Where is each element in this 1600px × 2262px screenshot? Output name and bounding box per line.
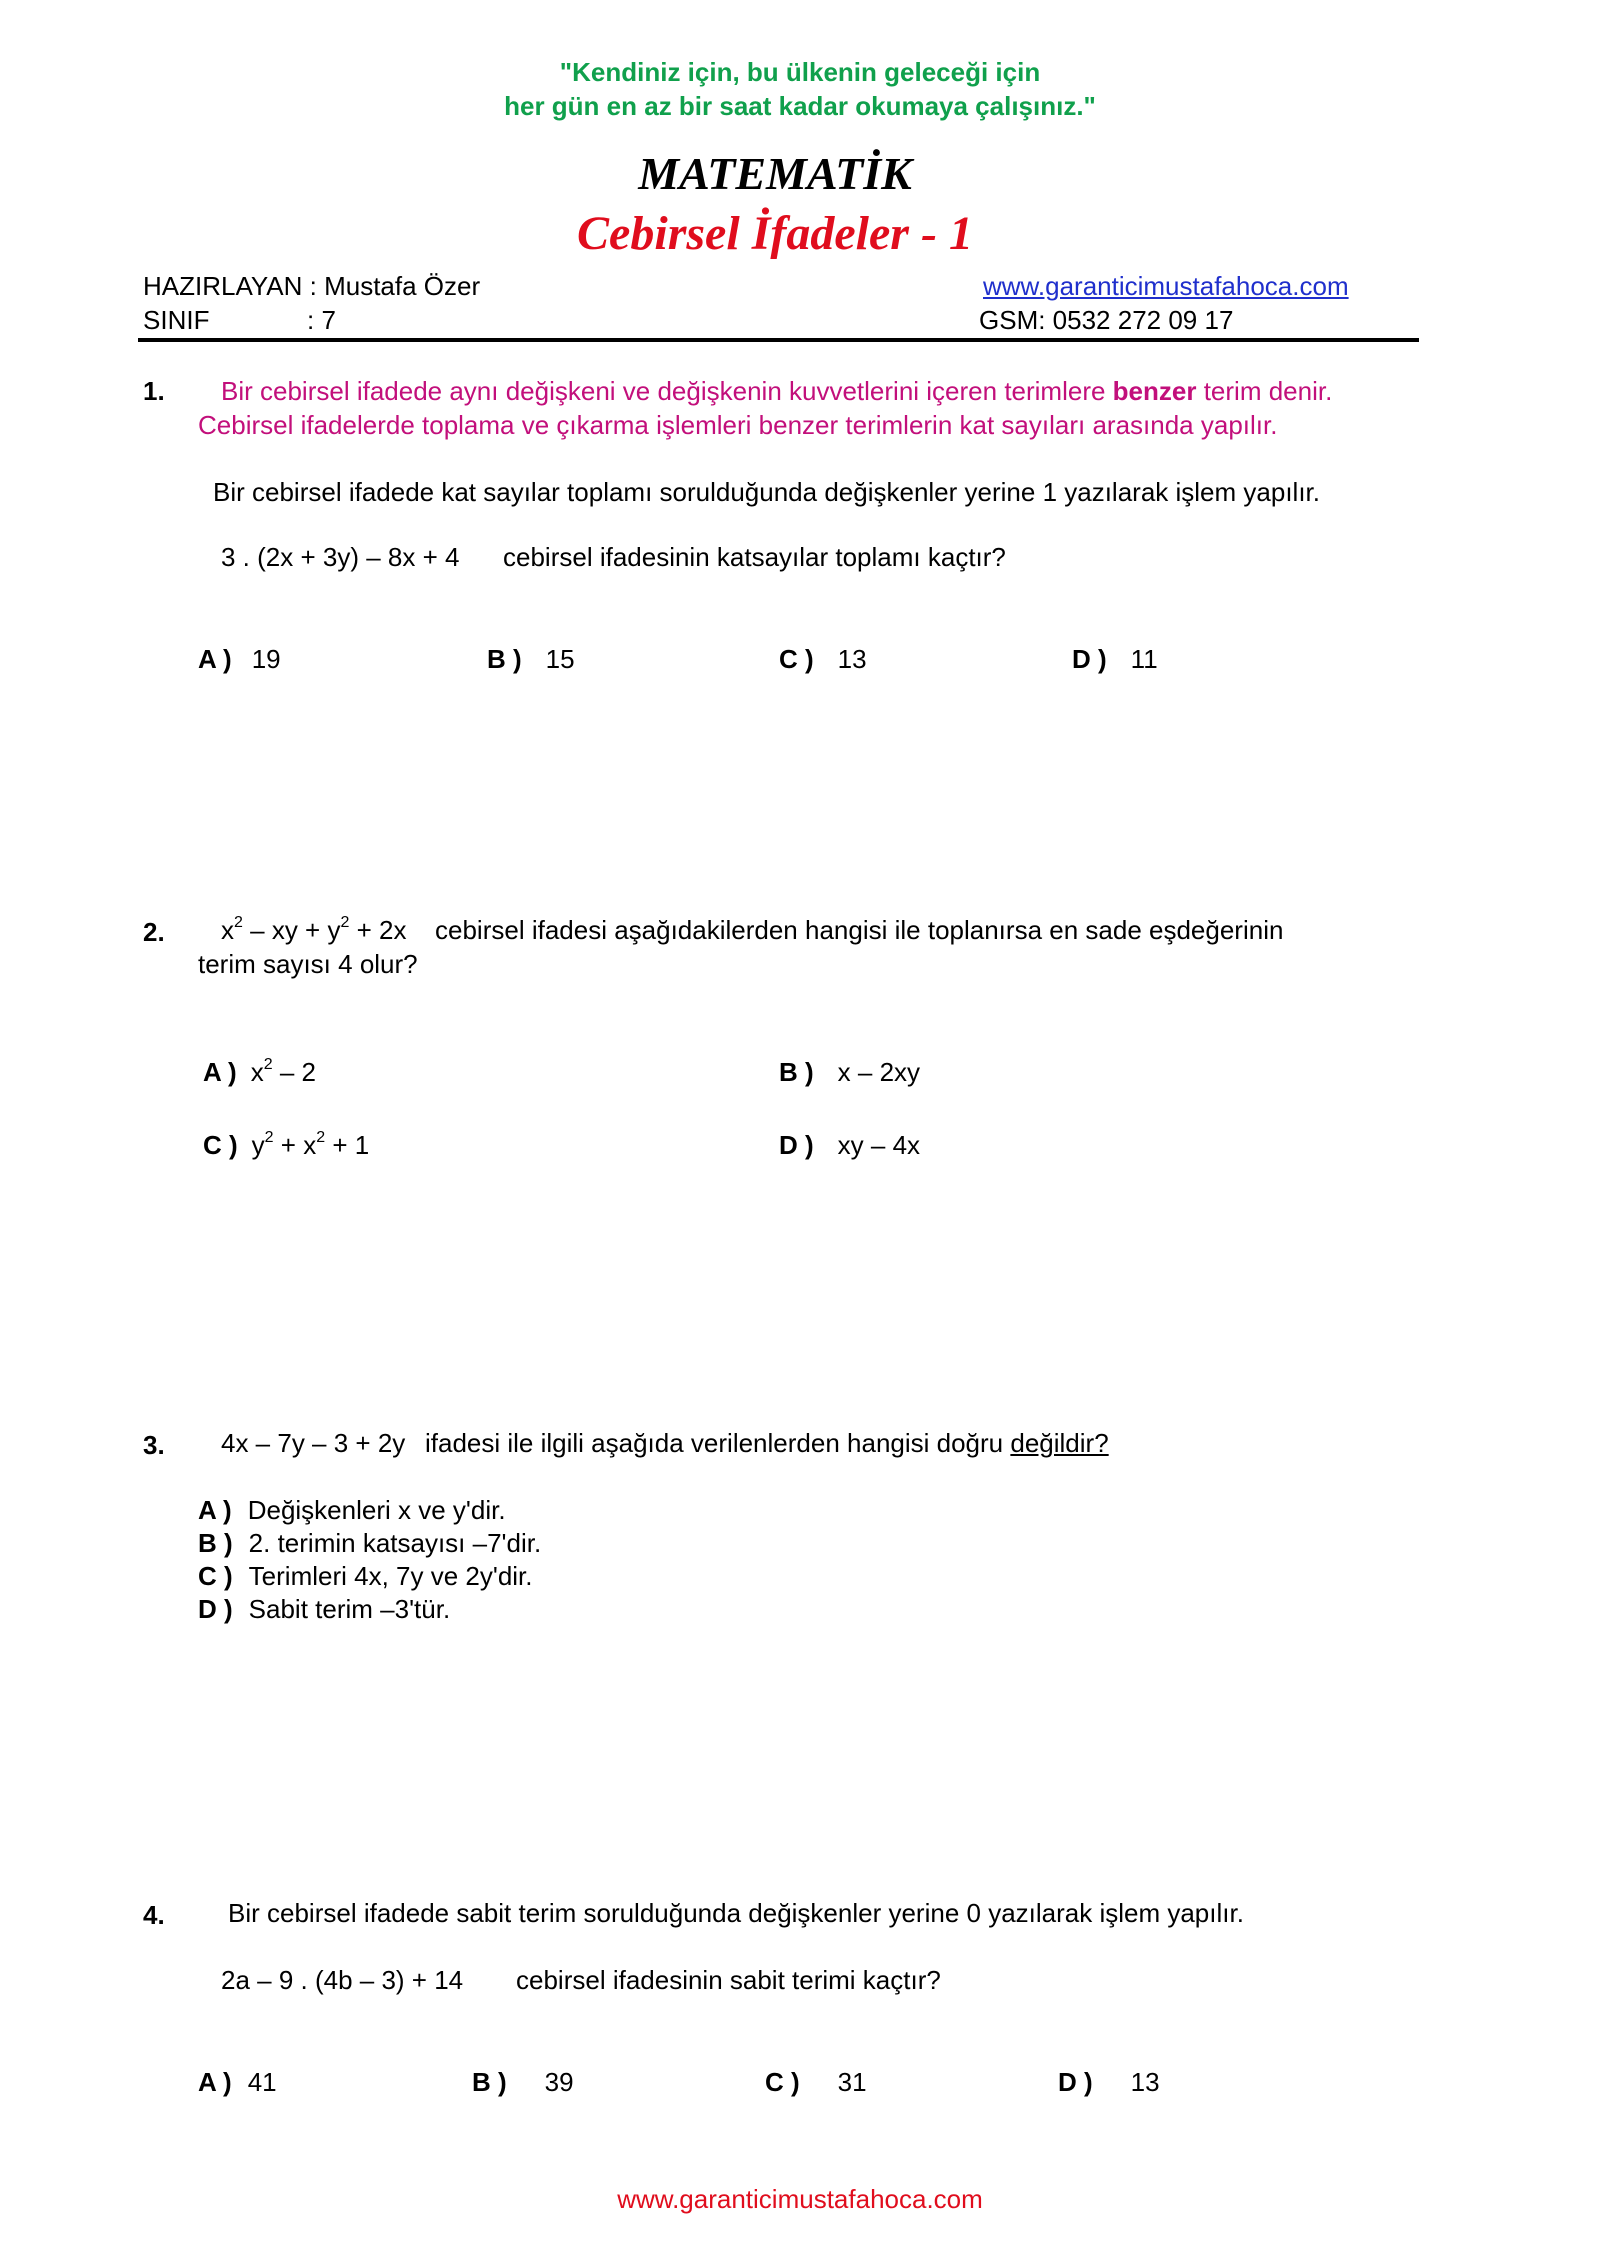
info-text-end: terim denir. [1196, 376, 1333, 406]
option-text: Sabit terim –3'tür. [248, 1594, 451, 1624]
option-text [251, 1057, 316, 1087]
exponent: 2 [340, 914, 350, 931]
question-1-option-d[interactable] [1072, 645, 1158, 675]
option-letter: A ) [198, 1495, 232, 1525]
question-2-option-c[interactable] [203, 1131, 369, 1161]
option-letter: A ) [198, 644, 232, 674]
option-letter: A ) [198, 2067, 232, 2097]
header-divider [138, 338, 1419, 342]
expr-term: y [251, 1130, 265, 1160]
question-3-number: 3. [143, 1430, 165, 1460]
question-3-option-d[interactable] [198, 1595, 450, 1625]
question-1-number: 1. [143, 376, 165, 406]
class-label: SINIF [143, 305, 210, 335]
option-text: 11 [1130, 644, 1158, 674]
question-2-option-b[interactable] [779, 1058, 920, 1088]
question-4-option-c[interactable] [765, 2068, 867, 2098]
question-emphasis: değildir? [1010, 1428, 1109, 1458]
question-text: ifadesi ile ilgili aşağıda verilenlerden hangisi doğru [425, 1428, 1004, 1458]
info-text: Bir cebirsel ifadede aynı değişkeni ve değişkenin kuvvetlerini içeren terimlere [221, 376, 1113, 406]
option-letter: B ) [779, 1057, 814, 1087]
option-text: 2. terimin katsayısı –7'dir. [248, 1528, 542, 1558]
question-4-rule: Bir cebirsel ifadede sabit terim sorulduğunda değişkenler yerine 0 yazılarak işlem yapılır. [228, 1898, 1244, 1928]
question-2-expression [221, 916, 406, 946]
option-text: x – 2xy [837, 1057, 921, 1087]
question-4-expression: 2a – 9 . (4b – 3) + 14 [221, 1965, 464, 1995]
expr-term: – xy + y [242, 915, 341, 945]
question-1-text: cebirsel ifadesinin katsayılar toplamı kaçtır? [503, 542, 1006, 572]
info-bold-term: benzer [1112, 376, 1197, 406]
question-1-option-b[interactable] [487, 645, 575, 675]
option-text: xy – 4x [837, 1130, 921, 1160]
option-text [252, 1130, 370, 1160]
question-2-text-line-1: cebirsel ifadesi aşağıdakilerden hangisi ile toplanırsa en sade eşdeğerinin [435, 915, 1284, 945]
option-text: 41 [247, 2067, 277, 2097]
question-4-option-d[interactable] [1058, 2068, 1160, 2098]
question-2-option-d[interactable] [779, 1131, 920, 1161]
author-label: HAZIRLAYAN : Mustafa Özer [143, 271, 481, 301]
question-1-expression: 3 . (2x + 3y) – 8x + 4 [221, 542, 460, 572]
option-letter: C ) [198, 1561, 233, 1591]
question-3-expression: 4x – 7y – 3 + 2y [221, 1428, 406, 1458]
question-1-option-a[interactable] [198, 645, 281, 675]
question-1-option-c[interactable] [779, 645, 867, 675]
question-2-option-a[interactable] [203, 1058, 316, 1088]
option-text: 39 [544, 2067, 574, 2097]
expr-term: + 2x [349, 915, 407, 945]
subject-heading: MATEMATİK [638, 148, 912, 199]
option-letter: B ) [472, 2067, 507, 2097]
option-text: Terimleri 4x, 7y ve 2y'dir. [248, 1561, 533, 1591]
question-1-info-line-2: Cebirsel ifadelerde toplama ve çıkarma işlemleri benzer terimlerin kat sayıları arasında yapılır. [198, 410, 1278, 440]
question-3-option-b[interactable] [198, 1529, 541, 1559]
option-letter: C ) [779, 644, 814, 674]
expr-term: – 2 [272, 1057, 316, 1087]
option-text: 13 [1130, 2067, 1160, 2097]
question-2-text-line-2: terim sayısı 4 olur? [198, 949, 418, 979]
option-letter: B ) [198, 1528, 233, 1558]
exponent: 2 [264, 1129, 274, 1146]
question-4-text: cebirsel ifadesinin sabit terimi kaçtır? [516, 1965, 941, 1995]
question-1-rule: Bir cebirsel ifadede kat sayılar toplamı sorulduğunda değişkenler yerine 1 yazılarak işlem yapılır. [213, 477, 1320, 507]
expr-term: + 1 [325, 1130, 370, 1160]
question-1-info-line-1 [221, 377, 1332, 407]
question-2-number: 2. [143, 917, 165, 947]
page-title: Cebirsel İfadeler - 1 [577, 207, 973, 260]
option-text: Değişkenleri x ve y'dir. [247, 1495, 506, 1525]
option-text: 31 [837, 2067, 867, 2097]
phone-number: GSM: 0532 272 09 17 [979, 305, 1234, 335]
option-letter: A ) [203, 1057, 237, 1087]
question-3-option-a[interactable] [198, 1496, 506, 1526]
question-3-option-c[interactable] [198, 1562, 533, 1592]
exponent: 2 [263, 1056, 273, 1073]
motto-line-2: her gün en az bir saat kadar okumaya çalışınız." [504, 91, 1096, 121]
expr-term: x [221, 915, 234, 945]
option-letter: D ) [779, 1130, 814, 1160]
option-letter: C ) [203, 1130, 238, 1160]
exponent: 2 [316, 1129, 326, 1146]
question-3-text [425, 1429, 1109, 1459]
option-text: 19 [251, 644, 281, 674]
option-letter: D ) [1072, 644, 1107, 674]
option-letter: D ) [198, 1594, 233, 1624]
expr-term: + x [273, 1130, 317, 1160]
question-4-option-a[interactable] [198, 2068, 277, 2098]
option-letter: B ) [487, 644, 522, 674]
option-text: 13 [837, 644, 867, 674]
option-letter: D ) [1058, 2067, 1093, 2097]
footer-website[interactable]: www.garanticimustafahoca.com [617, 2184, 983, 2214]
expr-term: x [250, 1057, 264, 1087]
class-value: : 7 [307, 305, 336, 335]
website-link[interactable]: www.garanticimustafahoca.com [983, 271, 1349, 301]
motto-line-1: "Kendiniz için, bu ülkenin geleceği için [559, 57, 1041, 87]
question-4-number: 4. [143, 1900, 165, 1930]
question-4-option-b[interactable] [472, 2068, 574, 2098]
exponent: 2 [234, 914, 243, 931]
option-letter: C ) [765, 2067, 800, 2097]
option-text: 15 [545, 644, 575, 674]
